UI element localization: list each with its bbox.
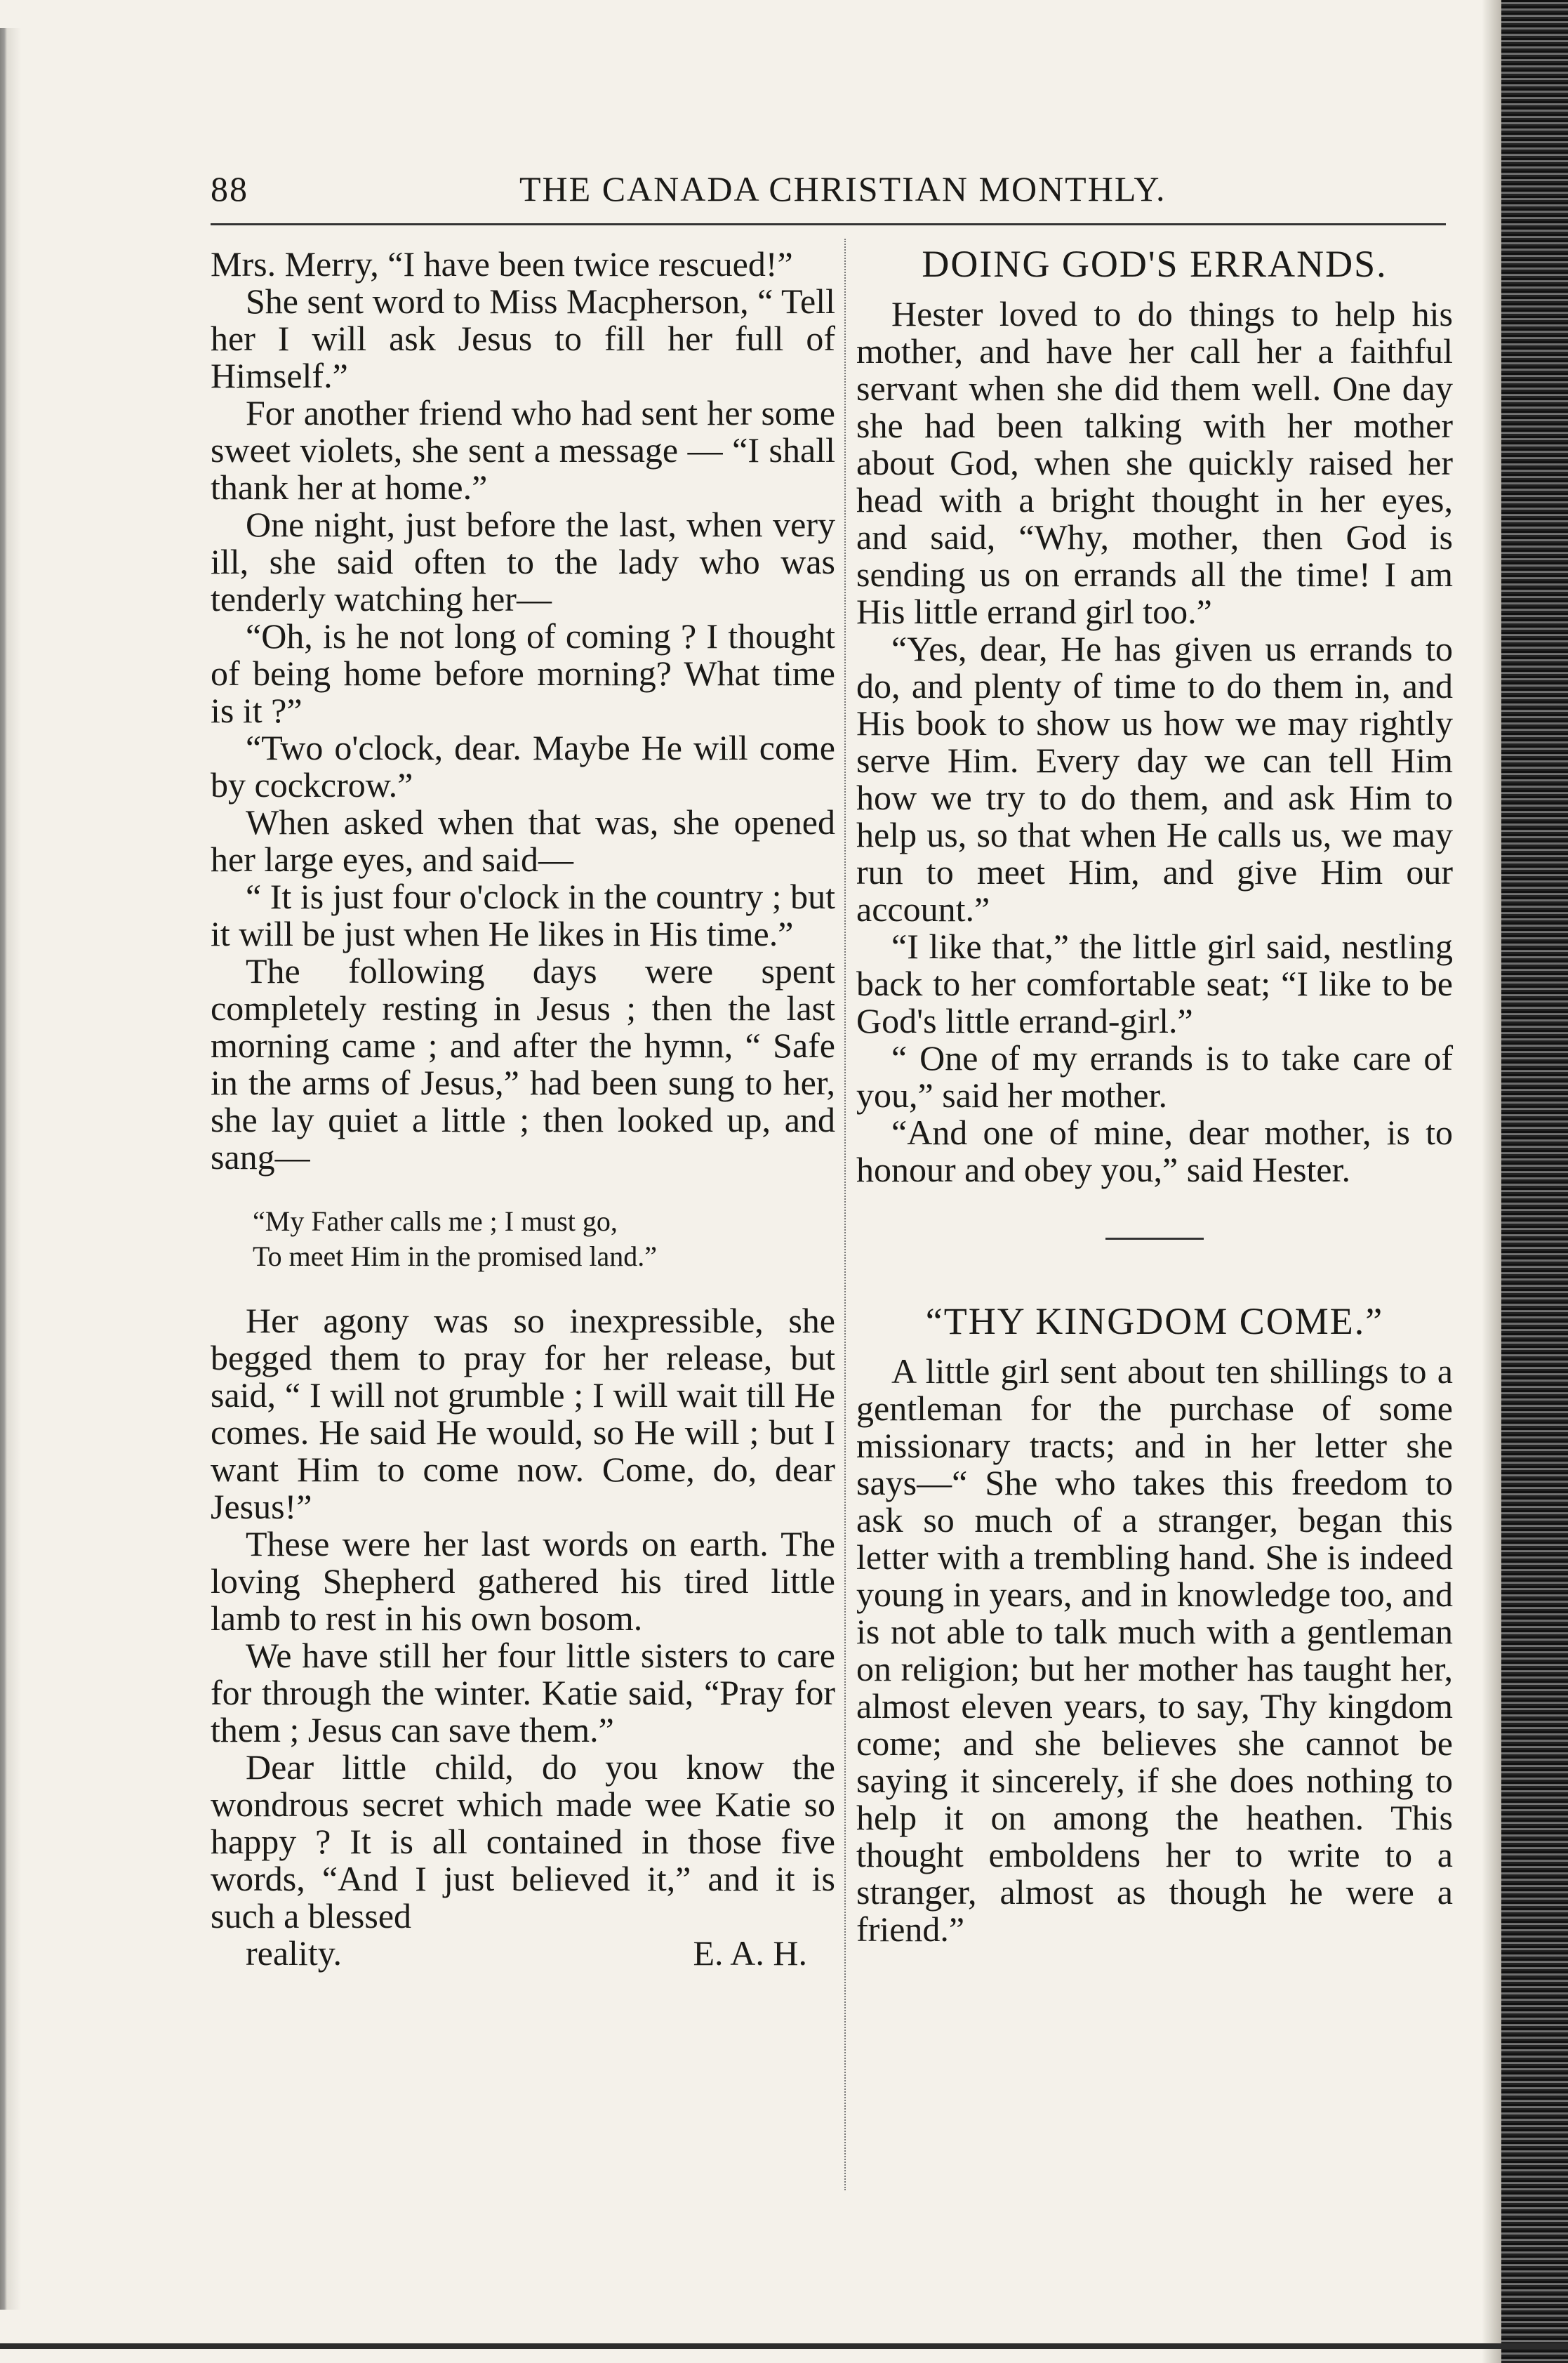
paragraph: These were her last words on earth. The loving Shepherd gathered his tired little lamb to rest in his own bosom. [211, 1524, 835, 1638]
paragraph: “I like that,” the little girl said, nestling back to her comfortable seat; “I like to be God's little errand-girl.” [856, 927, 1453, 1040]
signature-line [211, 1935, 835, 1972]
paragraph: “ It is just four o'clock in the country ; but it will be just when He likes in His time.” [211, 877, 835, 953]
paragraph: “Oh, is he not long of coming ? I thought of being home before morning? What time is it ?” [211, 616, 835, 730]
hymn-quote [211, 1204, 835, 1274]
paragraph: “Two o'clock, dear. Maybe He will come by cockcrow.” [211, 728, 835, 805]
paragraph: Her agony was so inexpressible, she begged them to pray for her release, but said, “ I will not grumble ; I will wait till He comes. He said He would, so He will ; but I want Him to come now. Come, do, dear Jesus!” [211, 1301, 835, 1526]
paragraph: Dear little child, do you know the wondrous secret which made wee Katie so happy ? It is all contained in those five words, “And I just believed it,” and it is such a blessed [211, 1747, 835, 1935]
running-title: THE CANADA CHRISTIAN MONTHLY. [519, 169, 1167, 208]
page-shadow-right [1482, 0, 1501, 2363]
bottom-edge [0, 2343, 1568, 2349]
paragraph: She sent word to Miss Macpherson, “ Tell her I will ask Jesus to fill her full of Himself.” [211, 282, 835, 395]
header-rule [211, 223, 1446, 225]
paragraph: “ One of my errands is to take care of you,” said her mother. [856, 1038, 1453, 1115]
right-column [856, 243, 1453, 1949]
paragraph: One night, just before the last, when very ill, she said often to the lady who was tenderly watching her— [211, 505, 835, 618]
poem-line: To meet Him in the promised land.” [253, 1240, 657, 1272]
paragraph: “Yes, dear, He has given us errands to do, and plenty of time to do them in, and His book to show us how we may rightly serve Him. Every day we can tell Him how we try to do them, and ask Him to help us, so that when He calls us, we may run to meet Him, and give Him our account.” [856, 629, 1453, 929]
binding-edge-left [0, 28, 21, 2310]
page-header [211, 168, 1446, 218]
author-initials: E. A. H. [693, 1933, 807, 1973]
paragraph: When asked when that was, she opened her large eyes, and said— [211, 802, 835, 879]
poem-line: “My Father calls me ; I must go, [253, 1205, 618, 1237]
paragraph: For another friend who had sent her some sweet violets, she sent a message — “I shall thank her at home.” [211, 393, 835, 507]
section-title: “THY KINGDOM COME.” [925, 1300, 1384, 1342]
paragraph: Hester loved to do things to help his mother, and have her call her a faithful servant when she did them well. One day she had been talking with her mother about God, when she quickly raised her head with a bright thought in her eyes, and said, “Why, mother, then God is sending us on errands all the time! I am His little errand girl too.” [856, 294, 1453, 631]
binding-edge-right [1501, 0, 1568, 2363]
paragraph: “And one of mine, dear mother, is to honour and obey you,” said Hester. [856, 1113, 1453, 1189]
paragraph: A little girl sent about ten shillings to a gentleman for the purchase of some missionary tracts; and in her letter she says—“ She who takes this freedom to ask so much of a stranger, began this letter with a trembling hand. She is indeed young in years, and in knowledge too, and is not able to talk much with a gentleman on religion; but her mother has taught her, almost eleven years, to say, Thy kingdom come; and she believes she cannot be saying it sincerely, if she does nothing to help it on among the heathen. This thought emboldens her to write to a stranger, almost as though he were a friend.” [856, 1351, 1453, 1949]
paragraph: The following days were spent completely resting in Jesus ; then the last morning came ; and after the hymn, “ Safe in the arms of Jesus,” had been sung to her, she lay quiet a little ; then looked up, and sang— [211, 951, 835, 1177]
paragraph: Mrs. Merry, “I have been twice rescued!” [211, 244, 793, 284]
section-title: DOING GOD'S ERRANDS. [922, 243, 1388, 285]
paragraph: We have still her four little sisters to care for through the winter. Katie said, “Pray for them ; Jesus can save them.” [211, 1636, 835, 1749]
page-number: 88 [211, 169, 248, 208]
last-word: reality. [246, 1933, 342, 1973]
section-divider [1105, 1238, 1204, 1240]
left-column [211, 246, 835, 1972]
column-divider [844, 239, 847, 2190]
